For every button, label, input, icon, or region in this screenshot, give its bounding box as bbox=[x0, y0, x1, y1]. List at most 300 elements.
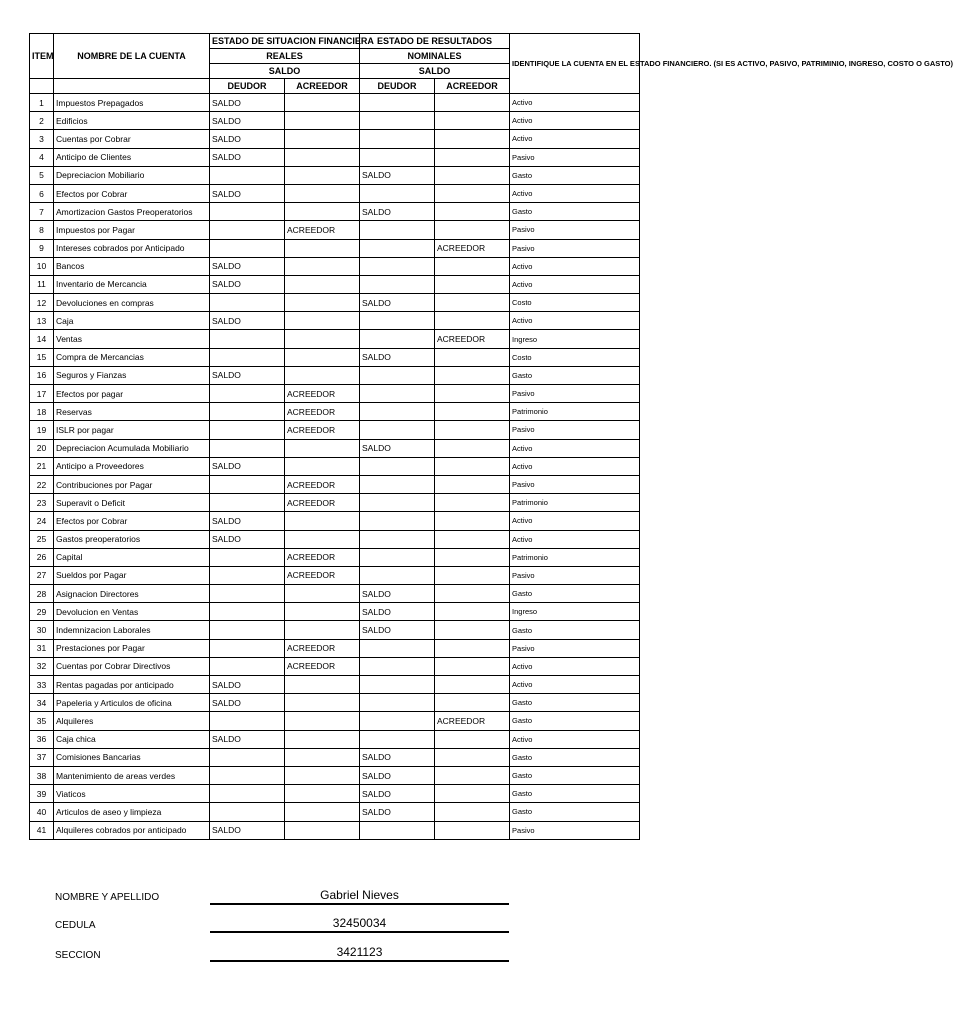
item-cell: 41 bbox=[30, 821, 54, 839]
account-name-cell: Anticipo a Proveedores bbox=[54, 457, 210, 475]
table-row bbox=[30, 475, 640, 493]
classification-cell: Activo bbox=[510, 512, 640, 530]
reales-acreedor-cell bbox=[285, 676, 360, 694]
nominales-deudor-cell bbox=[360, 694, 435, 712]
reales-deudor-cell: SALDO bbox=[210, 676, 285, 694]
account-name-cell: Anticipo de Clientes bbox=[54, 148, 210, 166]
account-name-cell: Cuentas por Cobrar bbox=[54, 130, 210, 148]
reales-deudor-cell bbox=[210, 348, 285, 366]
reales-acreedor-cell: ACREEDOR bbox=[285, 421, 360, 439]
reales-deudor-cell: SALDO bbox=[210, 694, 285, 712]
account-name-cell: Impuestos por Pagar bbox=[54, 221, 210, 239]
reales-deudor-cell: SALDO bbox=[210, 730, 285, 748]
reales-acreedor-cell bbox=[285, 748, 360, 766]
item-cell: 15 bbox=[30, 348, 54, 366]
classification-cell: Pasivo bbox=[510, 421, 640, 439]
reales-acreedor-cell bbox=[285, 94, 360, 112]
reales-deudor-cell: SALDO bbox=[210, 130, 285, 148]
nominales-deudor-cell bbox=[360, 730, 435, 748]
item-cell: 7 bbox=[30, 203, 54, 221]
item-header-blank bbox=[30, 79, 54, 94]
item-cell: 18 bbox=[30, 403, 54, 421]
item-cell: 1 bbox=[30, 94, 54, 112]
account-name-cell: Intereses cobrados por Anticipado bbox=[54, 239, 210, 257]
account-name-cell: Depreciacion Mobiliario bbox=[54, 166, 210, 184]
item-cell: 17 bbox=[30, 385, 54, 403]
item-cell: 12 bbox=[30, 294, 54, 312]
reales-acreedor-cell bbox=[285, 294, 360, 312]
account-name-cell: Edificios bbox=[54, 112, 210, 130]
nominales-deudor-cell bbox=[360, 421, 435, 439]
classification-cell: Activo bbox=[510, 312, 640, 330]
account-name-cell: Bancos bbox=[54, 257, 210, 275]
item-cell: 32 bbox=[30, 657, 54, 675]
classification-cell: Activo bbox=[510, 94, 640, 112]
item-cell: 22 bbox=[30, 475, 54, 493]
nominales-acreedor-cell bbox=[435, 803, 510, 821]
nominales-acreedor-cell: ACREEDOR bbox=[435, 330, 510, 348]
account-name-header: NOMBRE DE LA CUENTA bbox=[54, 34, 210, 79]
nominales-acreedor-cell bbox=[435, 184, 510, 202]
reales-acreedor-cell bbox=[285, 603, 360, 621]
nominales-acreedor-cell bbox=[435, 694, 510, 712]
classification-cell: Gasto bbox=[510, 694, 640, 712]
table-row bbox=[30, 676, 640, 694]
classification-cell: Costo bbox=[510, 294, 640, 312]
table-row bbox=[30, 494, 640, 512]
reales-acreedor-cell: ACREEDOR bbox=[285, 548, 360, 566]
item-cell: 27 bbox=[30, 566, 54, 584]
reales-deudor-cell bbox=[210, 221, 285, 239]
nominales-acreedor-cell bbox=[435, 548, 510, 566]
reales-acreedor-cell bbox=[285, 712, 360, 730]
reales-acreedor-cell: ACREEDOR bbox=[285, 385, 360, 403]
account-name-cell: Reservas bbox=[54, 403, 210, 421]
nominales-deudor-cell bbox=[360, 566, 435, 584]
reales-acreedor-cell: ACREEDOR bbox=[285, 475, 360, 493]
reales-acreedor-cell bbox=[285, 439, 360, 457]
reales-deudor-cell bbox=[210, 585, 285, 603]
table-row bbox=[30, 203, 640, 221]
nominales-acreedor-cell bbox=[435, 603, 510, 621]
nominales-deudor-cell bbox=[360, 112, 435, 130]
reales-deudor-cell: SALDO bbox=[210, 512, 285, 530]
table-row bbox=[30, 439, 640, 457]
classification-cell: Gasto bbox=[510, 585, 640, 603]
nominales-acreedor-cell bbox=[435, 676, 510, 694]
nominales-acreedor-cell bbox=[435, 421, 510, 439]
account-name-cell: Seguros y Fianzas bbox=[54, 366, 210, 384]
nominales-deudor-cell bbox=[360, 712, 435, 730]
reales-deudor-cell bbox=[210, 439, 285, 457]
reales-deudor-cell bbox=[210, 748, 285, 766]
account-name-cell: Devolucion en Ventas bbox=[54, 603, 210, 621]
account-name-cell: Articulos de aseo y limpieza bbox=[54, 803, 210, 821]
reales-acreedor-cell bbox=[285, 766, 360, 784]
account-name-cell: Contribuciones por Pagar bbox=[54, 475, 210, 493]
classification-cell: Activo bbox=[510, 112, 640, 130]
table-row bbox=[30, 657, 640, 675]
table-header bbox=[30, 34, 953, 94]
reales-deudor-cell bbox=[210, 494, 285, 512]
reales-deudor-cell: SALDO bbox=[210, 112, 285, 130]
nominales-deudor-cell bbox=[360, 239, 435, 257]
item-cell: 9 bbox=[30, 239, 54, 257]
reales-acreedor-cell bbox=[285, 530, 360, 548]
table-row bbox=[30, 148, 640, 166]
nominales-deudor-cell: SALDO bbox=[360, 294, 435, 312]
reales-deudor-cell bbox=[210, 330, 285, 348]
nominales-deudor-cell bbox=[360, 94, 435, 112]
account-name-cell: Devoluciones en compras bbox=[54, 294, 210, 312]
reales-acreedor-cell bbox=[285, 803, 360, 821]
id-value: 32450034 bbox=[210, 916, 509, 933]
classification-cell: Activo bbox=[510, 275, 640, 293]
table-row bbox=[30, 385, 640, 403]
reales-acreedor-cell bbox=[285, 821, 360, 839]
table-row bbox=[30, 348, 640, 366]
reales-acreedor-cell bbox=[285, 457, 360, 475]
reales-acreedor-cell bbox=[285, 730, 360, 748]
reales-acreedor-cell: ACREEDOR bbox=[285, 403, 360, 421]
nominales-deudor-cell bbox=[360, 330, 435, 348]
reales-deudor-cell: SALDO bbox=[210, 366, 285, 384]
reales-acreedor-header: ACREEDOR bbox=[285, 79, 360, 94]
id-label: CEDULA bbox=[55, 920, 96, 931]
table-row bbox=[30, 585, 640, 603]
nominales-deudor-cell bbox=[360, 385, 435, 403]
reales-deudor-cell bbox=[210, 639, 285, 657]
nominales-deudor-header: DEUDOR bbox=[360, 79, 435, 94]
classification-cell: Activo bbox=[510, 257, 640, 275]
nominales-deudor-cell: SALDO bbox=[360, 621, 435, 639]
classification-cell: Pasivo bbox=[510, 385, 640, 403]
classification-cell: Activo bbox=[510, 457, 640, 475]
item-cell: 29 bbox=[30, 603, 54, 621]
results-header: ESTADO DE RESULTADOS bbox=[360, 34, 510, 49]
table-row bbox=[30, 639, 640, 657]
account-name-cell: Viaticos bbox=[54, 785, 210, 803]
item-cell: 6 bbox=[30, 184, 54, 202]
account-name-cell: Efectos por pagar bbox=[54, 385, 210, 403]
account-name-header-blank bbox=[54, 79, 210, 94]
table-row bbox=[30, 821, 640, 839]
classification-cell: Activo bbox=[510, 130, 640, 148]
table-row bbox=[30, 94, 640, 112]
reales-acreedor-cell bbox=[285, 348, 360, 366]
reales-deudor-cell bbox=[210, 294, 285, 312]
account-name-cell: Ventas bbox=[54, 330, 210, 348]
item-cell: 38 bbox=[30, 766, 54, 784]
nominales-acreedor-cell bbox=[435, 566, 510, 584]
table-row bbox=[30, 403, 640, 421]
table-row bbox=[30, 766, 640, 784]
nominales-acreedor-cell bbox=[435, 585, 510, 603]
classification-cell: Gasto bbox=[510, 366, 640, 384]
account-name-cell: Capital bbox=[54, 548, 210, 566]
classification-cell: Activo bbox=[510, 730, 640, 748]
table-row bbox=[30, 457, 640, 475]
classification-cell: Pasivo bbox=[510, 566, 640, 584]
classification-cell: Ingreso bbox=[510, 603, 640, 621]
classification-cell: Gasto bbox=[510, 785, 640, 803]
reales-deudor-cell bbox=[210, 712, 285, 730]
reales-acreedor-cell bbox=[285, 275, 360, 293]
nominales-acreedor-cell bbox=[435, 385, 510, 403]
reales-deudor-cell: SALDO bbox=[210, 184, 285, 202]
table-row bbox=[30, 548, 640, 566]
classification-cell: Gasto bbox=[510, 166, 640, 184]
item-cell: 14 bbox=[30, 330, 54, 348]
reales-acreedor-cell: ACREEDOR bbox=[285, 494, 360, 512]
account-name-cell: Caja chica bbox=[54, 730, 210, 748]
account-name-cell: Gastos preoperatorios bbox=[54, 530, 210, 548]
classification-cell: Pasivo bbox=[510, 239, 640, 257]
nominales-acreedor-cell bbox=[435, 203, 510, 221]
reales-acreedor-cell bbox=[285, 366, 360, 384]
item-cell: 3 bbox=[30, 130, 54, 148]
nominales-deudor-cell: SALDO bbox=[360, 585, 435, 603]
reales-deudor-cell: SALDO bbox=[210, 457, 285, 475]
reales-acreedor-cell bbox=[285, 785, 360, 803]
account-name-cell: Efectos por Cobrar bbox=[54, 512, 210, 530]
nominales-acreedor-cell bbox=[435, 512, 510, 530]
item-cell: 13 bbox=[30, 312, 54, 330]
nominales-acreedor-cell bbox=[435, 639, 510, 657]
nominales-acreedor-header: ACREEDOR bbox=[435, 79, 510, 94]
item-cell: 30 bbox=[30, 621, 54, 639]
table-row bbox=[30, 712, 640, 730]
nominales-acreedor-cell bbox=[435, 312, 510, 330]
item-cell: 36 bbox=[30, 730, 54, 748]
section-value: 3421123 bbox=[210, 945, 509, 962]
classification-cell: Activo bbox=[510, 439, 640, 457]
reales-deudor-cell bbox=[210, 239, 285, 257]
reales-deudor-cell: SALDO bbox=[210, 312, 285, 330]
nominales-deudor-cell: SALDO bbox=[360, 803, 435, 821]
table-row bbox=[30, 694, 640, 712]
classification-cell: Pasivo bbox=[510, 475, 640, 493]
reales-deudor-cell bbox=[210, 166, 285, 184]
reales-acreedor-cell: ACREEDOR bbox=[285, 657, 360, 675]
item-cell: 28 bbox=[30, 585, 54, 603]
classification-cell: Pasivo bbox=[510, 221, 640, 239]
classification-cell: Patrimonio bbox=[510, 494, 640, 512]
account-name-cell: Caja bbox=[54, 312, 210, 330]
reales-deudor-cell bbox=[210, 803, 285, 821]
item-cell: 8 bbox=[30, 221, 54, 239]
nominales-deudor-cell bbox=[360, 457, 435, 475]
table-row bbox=[30, 239, 640, 257]
classification-cell: Gasto bbox=[510, 203, 640, 221]
table-row bbox=[30, 330, 640, 348]
reales-acreedor-cell bbox=[285, 148, 360, 166]
nominales-acreedor-cell bbox=[435, 403, 510, 421]
account-name-cell: Amortizacion Gastos Preoperatorios bbox=[54, 203, 210, 221]
reales-deudor-cell bbox=[210, 603, 285, 621]
saldo-reales-header: SALDO bbox=[210, 64, 360, 79]
saldo-nominales-header: SALDO bbox=[360, 64, 510, 79]
classification-cell: Pasivo bbox=[510, 639, 640, 657]
reales-deudor-cell bbox=[210, 475, 285, 493]
item-cell: 4 bbox=[30, 148, 54, 166]
item-cell: 2 bbox=[30, 112, 54, 130]
reales-acreedor-cell bbox=[285, 330, 360, 348]
nominales-deudor-cell bbox=[360, 221, 435, 239]
item-cell: 5 bbox=[30, 166, 54, 184]
item-cell: 23 bbox=[30, 494, 54, 512]
nominales-acreedor-cell bbox=[435, 530, 510, 548]
nominales-deudor-cell: SALDO bbox=[360, 203, 435, 221]
table-row bbox=[30, 257, 640, 275]
classification-cell: Gasto bbox=[510, 803, 640, 821]
account-name-cell: Prestaciones por Pagar bbox=[54, 639, 210, 657]
nominales-acreedor-cell bbox=[435, 439, 510, 457]
table-row bbox=[30, 530, 640, 548]
reales-acreedor-cell: ACREEDOR bbox=[285, 221, 360, 239]
item-header: ITEM bbox=[30, 34, 54, 79]
nominales-acreedor-cell bbox=[435, 366, 510, 384]
reales-acreedor-cell bbox=[285, 585, 360, 603]
table-row bbox=[30, 603, 640, 621]
item-cell: 39 bbox=[30, 785, 54, 803]
classification-cell: Gasto bbox=[510, 621, 640, 639]
nominales-acreedor-cell bbox=[435, 821, 510, 839]
reales-deudor-cell bbox=[210, 566, 285, 584]
nominales-deudor-cell: SALDO bbox=[360, 748, 435, 766]
reales-acreedor-cell bbox=[285, 694, 360, 712]
reales-deudor-cell bbox=[210, 203, 285, 221]
nominales-acreedor-cell bbox=[435, 275, 510, 293]
account-name-cell: Superavit o Deficit bbox=[54, 494, 210, 512]
account-name-cell: Efectos por Cobrar bbox=[54, 184, 210, 202]
reales-deudor-cell: SALDO bbox=[210, 530, 285, 548]
table-row bbox=[30, 366, 640, 384]
nominales-acreedor-cell bbox=[435, 94, 510, 112]
nominales-acreedor-cell bbox=[435, 475, 510, 493]
reales-acreedor-cell bbox=[285, 312, 360, 330]
nominales-deudor-cell bbox=[360, 548, 435, 566]
nominales-deudor-cell bbox=[360, 657, 435, 675]
nominales-deudor-cell bbox=[360, 821, 435, 839]
nominales-deudor-cell bbox=[360, 403, 435, 421]
table-row bbox=[30, 621, 640, 639]
nominales-acreedor-cell bbox=[435, 657, 510, 675]
account-name-cell: ISLR por pagar bbox=[54, 421, 210, 439]
reales-deudor-header: DEUDOR bbox=[210, 79, 285, 94]
reales-acreedor-cell: ACREEDOR bbox=[285, 639, 360, 657]
name-value: Gabriel Nieves bbox=[210, 888, 509, 905]
item-cell: 34 bbox=[30, 694, 54, 712]
table-body bbox=[30, 94, 640, 840]
classification-cell: Activo bbox=[510, 530, 640, 548]
nominales-deudor-cell bbox=[360, 275, 435, 293]
table-row bbox=[30, 112, 640, 130]
item-cell: 10 bbox=[30, 257, 54, 275]
nominales-deudor-cell: SALDO bbox=[360, 766, 435, 784]
table-row bbox=[30, 130, 640, 148]
reales-acreedor-cell bbox=[285, 203, 360, 221]
nominales-acreedor-cell bbox=[435, 348, 510, 366]
nominales-deudor-cell bbox=[360, 494, 435, 512]
reales-acreedor-cell bbox=[285, 257, 360, 275]
classification-cell: Activo bbox=[510, 184, 640, 202]
nominales-deudor-cell bbox=[360, 475, 435, 493]
nominales-deudor-cell bbox=[360, 130, 435, 148]
table-row bbox=[30, 730, 640, 748]
nominales-acreedor-cell bbox=[435, 257, 510, 275]
nominales-acreedor-cell bbox=[435, 294, 510, 312]
reales-deudor-cell: SALDO bbox=[210, 821, 285, 839]
nominales-acreedor-cell bbox=[435, 166, 510, 184]
classification-cell: Gasto bbox=[510, 712, 640, 730]
item-cell: 35 bbox=[30, 712, 54, 730]
table-row bbox=[30, 421, 640, 439]
reales-deudor-cell bbox=[210, 785, 285, 803]
account-name-cell: Impuestos Prepagados bbox=[54, 94, 210, 112]
item-cell: 31 bbox=[30, 639, 54, 657]
nominales-deudor-cell bbox=[360, 257, 435, 275]
nominales-deudor-cell bbox=[360, 148, 435, 166]
nominales-deudor-cell bbox=[360, 676, 435, 694]
classification-cell: Ingreso bbox=[510, 330, 640, 348]
classification-cell: Pasivo bbox=[510, 821, 640, 839]
nominales-acreedor-cell: ACREEDOR bbox=[435, 239, 510, 257]
table-row bbox=[30, 184, 640, 202]
nominales-deudor-cell bbox=[360, 512, 435, 530]
reales-deudor-cell bbox=[210, 621, 285, 639]
item-cell: 40 bbox=[30, 803, 54, 821]
reales-acreedor-cell bbox=[285, 130, 360, 148]
classification-cell: Gasto bbox=[510, 748, 640, 766]
reales-acreedor-cell bbox=[285, 512, 360, 530]
reales-deudor-cell bbox=[210, 657, 285, 675]
nominales-acreedor-cell: ACREEDOR bbox=[435, 712, 510, 730]
nominales-header: NOMINALES bbox=[360, 49, 510, 64]
reales-deudor-cell bbox=[210, 548, 285, 566]
nominales-acreedor-cell bbox=[435, 457, 510, 475]
item-cell: 20 bbox=[30, 439, 54, 457]
nominales-acreedor-cell bbox=[435, 730, 510, 748]
accounts-table bbox=[29, 33, 953, 840]
account-name-cell: Depreciacion Acumulada Mobiliario bbox=[54, 439, 210, 457]
nominales-deudor-cell bbox=[360, 639, 435, 657]
nominales-deudor-cell bbox=[360, 366, 435, 384]
account-name-cell: Mantenimiento de areas verdes bbox=[54, 766, 210, 784]
reales-deudor-cell bbox=[210, 766, 285, 784]
table-row bbox=[30, 294, 640, 312]
reales-acreedor-cell bbox=[285, 112, 360, 130]
name-label: NOMBRE Y APELLIDO bbox=[55, 892, 160, 903]
account-name-cell: Rentas pagadas por anticipado bbox=[54, 676, 210, 694]
reales-deudor-cell: SALDO bbox=[210, 94, 285, 112]
reales-acreedor-cell bbox=[285, 184, 360, 202]
account-name-cell: Compra de Mercancias bbox=[54, 348, 210, 366]
reales-deudor-cell: SALDO bbox=[210, 148, 285, 166]
table-row bbox=[30, 221, 640, 239]
table-row bbox=[30, 748, 640, 766]
nominales-deudor-cell: SALDO bbox=[360, 785, 435, 803]
nominales-acreedor-cell bbox=[435, 766, 510, 784]
item-cell: 25 bbox=[30, 530, 54, 548]
classification-cell: Pasivo bbox=[510, 148, 640, 166]
account-name-cell: Inventario de Mercancia bbox=[54, 275, 210, 293]
reales-header: REALES bbox=[210, 49, 360, 64]
nominales-acreedor-cell bbox=[435, 221, 510, 239]
table-row bbox=[30, 166, 640, 184]
account-name-cell: Alquileres cobrados por anticipado bbox=[54, 821, 210, 839]
classification-cell: Patrimonio bbox=[510, 403, 640, 421]
